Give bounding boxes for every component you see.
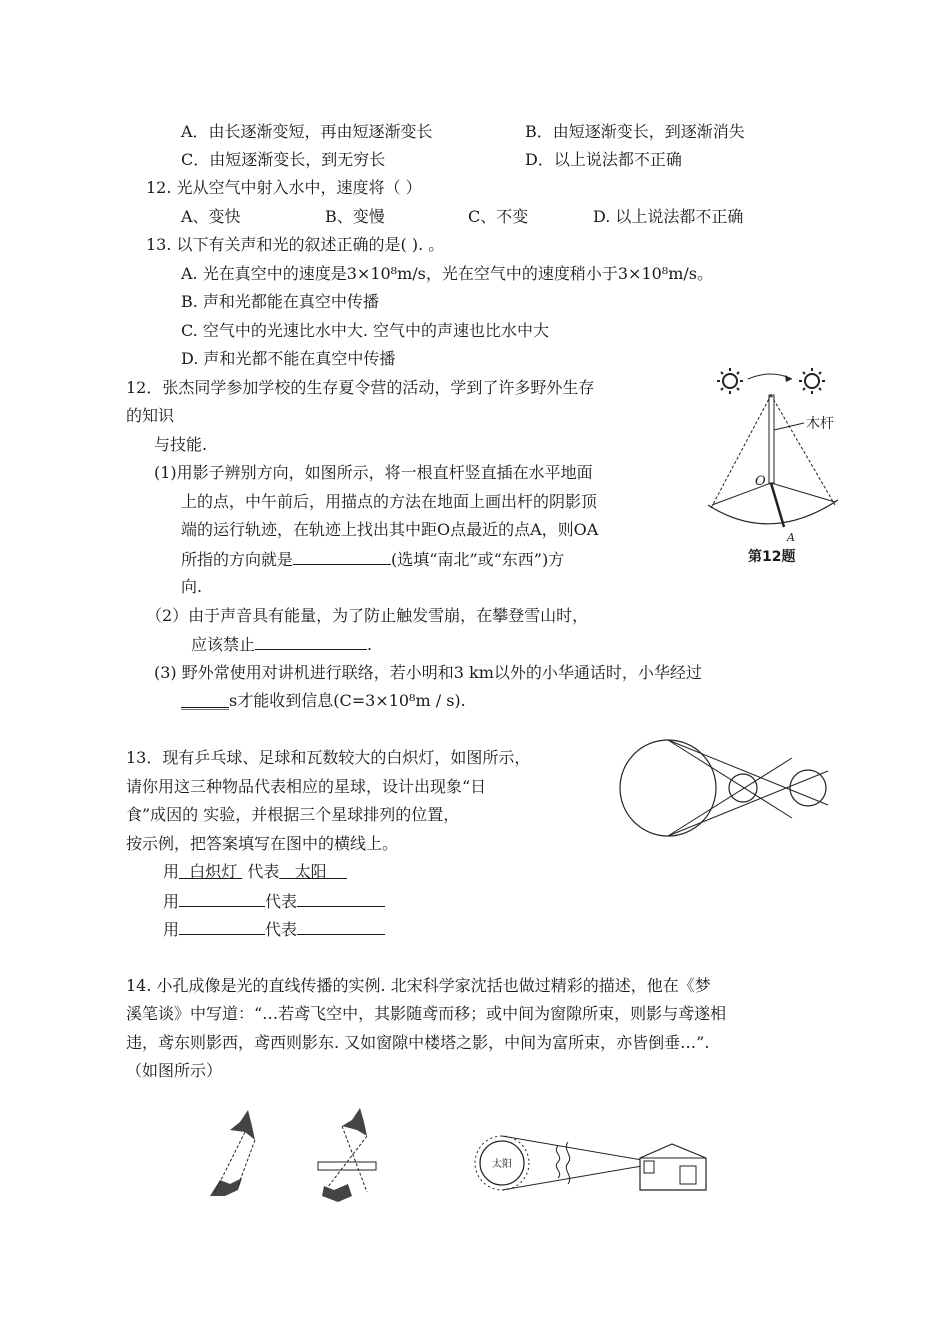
sun-label: 太阳 bbox=[492, 1159, 512, 1170]
use-label: 用 bbox=[163, 920, 180, 939]
part-2-text: . bbox=[367, 635, 373, 654]
question-14-line: （如图所示） bbox=[126, 1061, 223, 1080]
question-14-line: 14. 小孔成像是光的直线传播的实例. 北宋科学家沈括也做过精彩的描述，他在《梦 bbox=[126, 976, 711, 995]
part-1-line: 上的点，中午前后，用描点的方法在地面上画出杆的阴影顶 bbox=[181, 492, 598, 511]
projection-line bbox=[238, 1140, 255, 1186]
arrow-head-icon bbox=[785, 375, 792, 382]
part-1-line bbox=[181, 549, 564, 570]
moon-ball bbox=[729, 774, 757, 802]
part-2-text: 应该禁止 bbox=[191, 635, 256, 654]
pole bbox=[769, 395, 774, 483]
option-a: A、变快 bbox=[181, 207, 241, 226]
sun-icon bbox=[717, 368, 743, 394]
point-a-label: A bbox=[787, 531, 795, 544]
question-12b-line: 12．张杰同学参加学校的生存夏令营的活动，学到了许多野外生存 bbox=[126, 378, 595, 397]
answer-row bbox=[163, 891, 385, 912]
option-a: A. 光在真空中的速度是3×10⁸m/s，光在空气中的速度稍小于3×10⁸m/s。 bbox=[181, 264, 713, 283]
represents-label: 代表 bbox=[265, 892, 298, 911]
option-c: C、不变 bbox=[468, 207, 529, 226]
part-2-line: （2）由于声音具有能量，为了防止触发雪崩，在攀登雪山时， bbox=[146, 606, 589, 625]
sun-pinhole-figure bbox=[472, 1118, 722, 1208]
example-object: 白炽灯 bbox=[179, 862, 243, 881]
option-d: D．以上说法都不正确 bbox=[525, 150, 682, 169]
part-2-line bbox=[191, 634, 372, 655]
option-b: B、变慢 bbox=[325, 207, 385, 226]
answer-blank[interactable] bbox=[255, 634, 367, 650]
option-a: A．由长逐渐变短，再由短逐渐变长 bbox=[181, 122, 433, 141]
pinhole-inversion-figure bbox=[312, 1100, 392, 1210]
question-13b-line: 13．现有乒乓球、足球和瓦数较大的白炽灯，如图所示， bbox=[126, 748, 531, 767]
question-13b-line: 请你用这三种物品代表相应的星球，设计出现象“日 bbox=[126, 777, 487, 796]
part-1-text: 所指的方向就是 bbox=[181, 550, 294, 569]
use-label: 用 bbox=[163, 862, 180, 881]
answer-blank[interactable] bbox=[297, 919, 385, 935]
part-3-line bbox=[181, 691, 466, 711]
question-13a-stem: 13. 以下有关声和光的叙述正确的是( ). 。 bbox=[146, 235, 445, 254]
represents-label: 代表 bbox=[265, 920, 298, 939]
example-star: 太阳 bbox=[279, 862, 347, 881]
question-12b-line: 的知识 bbox=[126, 406, 175, 425]
shadow-trajectory bbox=[708, 500, 838, 524]
answer-row bbox=[163, 919, 385, 940]
part-3-text: s才能收到信息(C=3×10⁸m / s). bbox=[229, 691, 466, 710]
answer-blank[interactable]: ______ bbox=[181, 691, 229, 710]
answer-blank[interactable] bbox=[297, 891, 385, 907]
light-ray bbox=[668, 771, 828, 836]
projection-line bbox=[215, 1132, 245, 1192]
light-ray bbox=[668, 740, 828, 805]
light-ray bbox=[771, 395, 835, 505]
option-b: B. 声和光都能在真空中传播 bbox=[181, 292, 379, 311]
part-1-line: 端的运行轨迹，在轨迹上找出其中距O点最近的点A，则OA bbox=[181, 520, 599, 539]
option-d: D. 以上说法都不正确 bbox=[593, 207, 744, 226]
kite-shadow-figure bbox=[200, 1100, 280, 1210]
inverted-image-icon bbox=[322, 1184, 352, 1202]
figure-caption: 第12题 bbox=[748, 549, 796, 565]
answer-blank[interactable] bbox=[293, 549, 391, 565]
light-ray bbox=[668, 740, 792, 818]
kite-bird-icon bbox=[342, 1108, 367, 1136]
projection-line bbox=[342, 1126, 367, 1192]
option-c: C. 空气中的光速比水中大. 空气中的声速也比水中大 bbox=[181, 321, 550, 340]
question-14-line: 溪笔谈》中写道：“…若鸢飞空中，其影随鸢而移；或中间为窗隙所束，则影与鸢遂相 bbox=[126, 1004, 727, 1023]
part-1-text: (选填“南北”或“东西”)方 bbox=[391, 550, 565, 569]
part-1-line: (1)用影子辨别方向，如图所示，将一根直杆竖直插在水平地面 bbox=[154, 463, 593, 482]
question-12b-line: 与技能. bbox=[154, 435, 208, 454]
lamp-sun bbox=[620, 740, 716, 836]
kite-shadow-icon bbox=[210, 1178, 242, 1196]
window-slit bbox=[318, 1162, 376, 1170]
part-1-line: 向. bbox=[181, 577, 203, 596]
wavy-line bbox=[556, 1146, 559, 1178]
shadow-line bbox=[771, 483, 835, 502]
represents-label: 代表 bbox=[247, 862, 280, 881]
light-ray bbox=[710, 395, 771, 510]
question-13b-line: 食”成因的 实验，并根据三个星球排列的位置， bbox=[126, 805, 460, 824]
point-o-label: O bbox=[755, 474, 766, 489]
pole-label: 木杆 bbox=[806, 416, 834, 432]
question-14-line: 违，鸢东则影西，鸢西则影东. 又如窗隙中楼塔之影，中间为富所束，亦皆倒垂…”. bbox=[126, 1033, 710, 1052]
earth-ball bbox=[790, 770, 826, 806]
answer-blank[interactable] bbox=[179, 919, 265, 935]
kite-bird-icon bbox=[230, 1110, 255, 1140]
answer-blank[interactable] bbox=[179, 891, 265, 907]
light-ray bbox=[668, 758, 792, 836]
window-icon bbox=[644, 1161, 654, 1173]
shadow-pole-figure bbox=[700, 365, 860, 565]
eclipse-figure bbox=[596, 738, 831, 838]
wavy-line bbox=[566, 1142, 569, 1184]
question-13b-line: 按示例，把答案填写在图中的横线上。 bbox=[126, 834, 399, 853]
option-d: D. 声和光都不能在真空中传播 bbox=[181, 349, 396, 368]
label-leader bbox=[774, 423, 804, 430]
option-c: C．由短逐渐变长，到无穷长 bbox=[181, 150, 386, 169]
option-b: B．由短逐渐变长，到逐渐消失 bbox=[525, 122, 745, 141]
use-label: 用 bbox=[163, 892, 180, 911]
shadow-line-oa bbox=[771, 483, 784, 527]
sun-icon bbox=[799, 368, 825, 394]
answer-row bbox=[163, 862, 347, 882]
image-screen bbox=[680, 1166, 696, 1184]
question-12a-stem: 12. 光从空气中射入水中，速度将（ ） bbox=[146, 178, 422, 197]
part-3-line: (3) 野外常使用对讲机进行联络，若小明和3 km以外的小华通话时，小华经过 bbox=[154, 663, 702, 682]
